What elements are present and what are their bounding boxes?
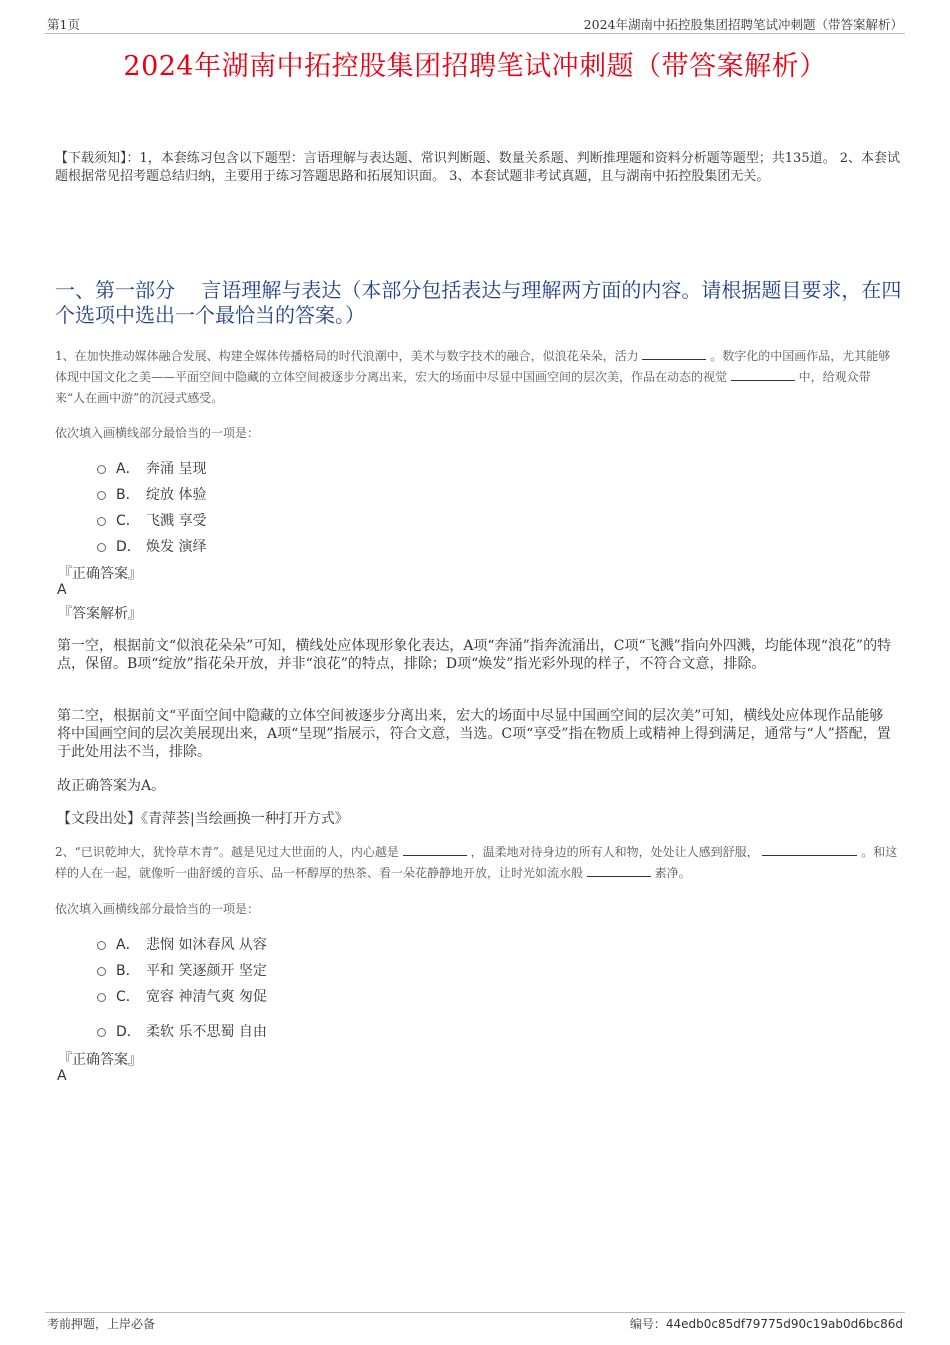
- option-letter: A．: [116, 461, 140, 477]
- question-1-option-d[interactable]: [97, 536, 206, 556]
- fill-blank: [762, 844, 857, 856]
- option-letter: C．: [116, 513, 140, 529]
- fill-blank: [642, 348, 706, 360]
- question-2-option-b[interactable]: [97, 960, 267, 980]
- footer-divider: [45, 1312, 905, 1313]
- option-text: 宽容 神清气爽 匆促: [146, 989, 267, 1005]
- question-2-option-c[interactable]: [97, 986, 267, 1006]
- fill-blank: [403, 844, 467, 856]
- question-1-option-c[interactable]: [97, 510, 206, 530]
- question-2-stem-part-2: ，温柔地对待身边的所有人和物，处处让人感到舒服，: [470, 845, 759, 859]
- question-2-prompt: 依次填入画横线部分最恰当的一项是：: [55, 902, 260, 916]
- radio-icon[interactable]: [97, 491, 106, 500]
- document-title: 2024年湖南中拓控股集团招聘笔试冲刺题（带答案解析）: [123, 51, 827, 82]
- question-1-stem-part-2: 。数字化的中国画作品，尤其能够体现中国文化之美——平面空间中隐藏的立体空间被逐步分离出来，宏大的场面中尽显中国画空间的层次美，作品在动态的视觉: [55, 349, 891, 384]
- question-1-prompt: 依次填入画横线部分最恰当的一项是：: [55, 426, 260, 440]
- question-2-stem-part-4: 素净。: [654, 866, 691, 880]
- question-2-option-a[interactable]: [97, 934, 267, 954]
- footer-code-value: 44edb0c85df79775d90c19ab0d6bc86d: [665, 1317, 903, 1331]
- option-text: 焕发 演绎: [146, 539, 207, 555]
- radio-icon[interactable]: [97, 1028, 106, 1037]
- question-2-answer: A: [57, 1068, 67, 1084]
- question-1-option-b[interactable]: [97, 484, 206, 504]
- option-letter: D．: [116, 539, 141, 555]
- question-1-option-a[interactable]: [97, 458, 206, 478]
- question-1-stem-part-3: 中，给观众带来“人在画中游”的沉浸式感受。: [55, 370, 871, 405]
- question-1-answer: A: [57, 582, 67, 598]
- question-2-stem: [55, 842, 900, 884]
- question-1-source: 【文段出处】《青萍荟|当绘画换一种打开方式》: [57, 811, 349, 827]
- option-letter: C．: [116, 989, 140, 1005]
- question-2-answer-label: 『正确答案』: [58, 1052, 142, 1068]
- question-1-stem: [55, 346, 900, 409]
- question-1-conclusion: 故正确答案为A。: [57, 778, 166, 794]
- option-text: 绽放 体验: [146, 487, 207, 503]
- question-1-analysis-label: 『答案解析』: [58, 606, 142, 622]
- option-letter: B．: [116, 963, 140, 979]
- radio-icon[interactable]: [97, 517, 106, 526]
- download-notice: 【下载须知】：1，本套练习包含以下题型：言语理解与表达题、常识判断题、数量关系题、判断推理题和资料分析题等题型；共135道。 2、本套试题根据常见招考题总结归纳，主要用于练习答题思路和拓展知识面。 3、本套试题非考试真题，且与湖南中拓控股集团无关。: [55, 151, 900, 184]
- question-2-option-d[interactable]: [97, 1021, 267, 1041]
- option-text: 柔软 乐不思蜀 自由: [146, 1024, 267, 1040]
- radio-icon[interactable]: [97, 941, 106, 950]
- radio-icon[interactable]: [97, 543, 106, 552]
- option-text: 奔涌 呈现: [146, 461, 207, 477]
- page-number: 第1页: [47, 17, 80, 32]
- footer-code-label: 编号：: [629, 1317, 666, 1331]
- radio-icon[interactable]: [97, 967, 106, 976]
- question-1-stem-part-1: 1、在加快推动媒体融合发展、构建全媒体传播格局的时代浪潮中，美术与数字技术的融合，似浪花朵朵，活力: [55, 349, 639, 363]
- fill-blank: [587, 865, 651, 877]
- option-letter: A．: [116, 937, 140, 953]
- radio-icon[interactable]: [97, 465, 106, 474]
- question-1-answer-label: 『正确答案』: [58, 566, 142, 582]
- question-1-analysis-paragraph-1: 第一空，根据前文“似浪花朵朵”可知，横线处应体现形象化表达，A项“奔涌”指奔流涌出，C项“飞溅”指向外四溅，均能体现“浪花”的特点，保留。B项“绽放”指花朵开放，并非“浪花”的特点，排除；D项“焕发”指光彩外现的样子，不符合文意，排除。: [57, 638, 892, 672]
- radio-icon[interactable]: [97, 993, 106, 1002]
- question-2-stem-part-1: 2、“已识乾坤大，犹怜草木青”。越是见过大世面的人，内心越是: [55, 845, 399, 859]
- option-text: 平和 笑逐颜开 坚定: [146, 963, 267, 979]
- header-divider: [45, 33, 905, 34]
- footer-code: [630, 1315, 903, 1332]
- option-text: 悲悯 如沐春风 从容: [146, 937, 267, 953]
- question-2-stem-part-3: 。和这样的人在一起，就像听一曲舒缓的音乐、品一杯醇厚的热茶、看一朵花静静地开放，让时光如流水般: [55, 845, 898, 880]
- option-text: 飞溅 享受: [146, 513, 207, 529]
- option-letter: D．: [116, 1024, 141, 1040]
- question-1-analysis-paragraph-2: 第二空，根据前文“平面空间中隐藏的立体空间被逐步分离出来，宏大的场面中尽显中国画空间的层次美”可知，横线处应体现作品能够将中国画空间的层次美展现出来，A项“呈现”指展示，符合文意，当选。C项“享受”指在物质上或精神上得到满足，通常与“人”搭配，置于此处用法不当，排除。: [57, 708, 891, 760]
- section-title: 一、第一部分 言语理解与表达（本部分包括表达与理解两方面的内容。请根据题目要求，在四个选项中选出一个最恰当的答案。）: [55, 278, 902, 327]
- fill-blank: [731, 369, 795, 381]
- header-doc-title: 2024年湖南中拓控股集团招聘笔试冲刺题（带答案解析）: [583, 17, 903, 32]
- option-letter: B．: [116, 487, 140, 503]
- footer-slogan: 考前押题，上岸必备: [47, 1317, 156, 1331]
